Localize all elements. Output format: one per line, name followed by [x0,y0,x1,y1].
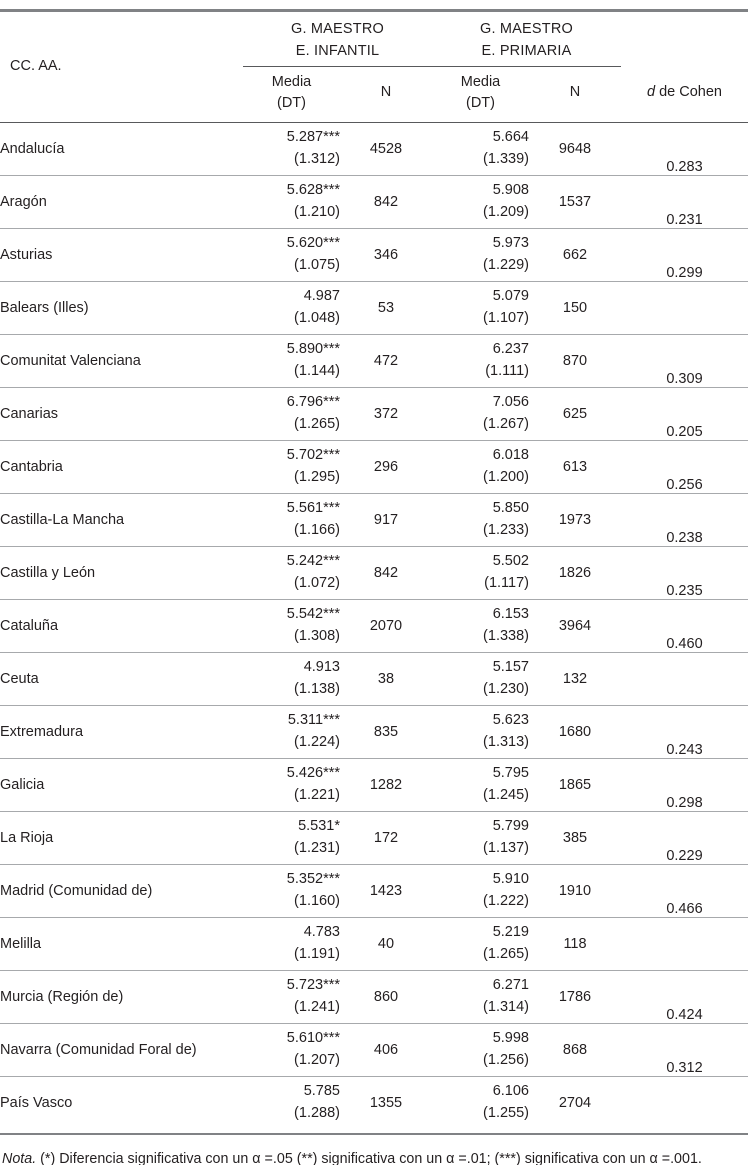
table-row [0,334,748,387]
cell-d-cohen: 0.256 [621,440,748,493]
header-n-infantil: N [380,84,392,101]
cell-media-infantil-mean: 5.542*** [286,605,340,622]
table-row [0,864,748,917]
cell-media-primaria-mean: 6.153 [492,605,529,622]
cell-region: Castilla-La Mancha [0,493,243,546]
cell-media-primaria-mean: 5.799 [492,817,529,834]
cell-n-infantil: 4528 [340,122,432,175]
cell-media-primaria [432,864,529,917]
cell-media-infantil-sd: (1.288) [294,1105,340,1122]
cell-n-infantil: 1355 [369,1094,403,1111]
cell-media-primaria [432,175,529,228]
cell-media-infantil [243,493,340,546]
cell-n-primaria: 132 [529,652,621,705]
cell-media-infantil-mean: 4.987 [303,287,340,304]
cell-media-primaria-mean: 5.795 [492,764,529,781]
cell-media-primaria-sd: (1.313) [483,734,529,751]
header-group-primaria-line1: G. MAESTRO [479,21,574,37]
table-row [0,1076,748,1129]
cell-n-infantil: 860 [340,970,432,1023]
cell-n-infantil: 372 [340,387,432,440]
header-media-infantil [243,67,340,120]
cell-n-primaria: 150 [529,281,621,334]
cell-n-infantil: 472 [340,334,432,387]
cell-media-primaria-sd: (1.111) [485,363,529,380]
cell-region: Andalucía [0,122,243,175]
cell-media-infantil-mean: 5.610*** [286,1029,340,1046]
cell-media-primaria [432,599,529,652]
cell-n-infantil: 38 [340,652,432,705]
table-foot [0,1129,748,1134]
cell-media-primaria [432,281,529,334]
cell-media-infantil-sd: (1.138) [294,681,340,698]
cell-media-infantil-mean: 5.890*** [286,340,340,357]
cell-media-primaria-sd: (1.256) [483,1052,529,1069]
cell-media-infantil-sd: (1.241) [294,999,340,1016]
cell-media-infantil-sd: (1.265) [294,416,340,433]
cell-media-infantil [243,1023,340,1076]
cell-n-primaria: 9648 [529,122,621,175]
cell-n-primaria: 2704 [558,1094,592,1111]
cell-media-infantil [243,228,340,281]
header-d-cohen-symbol: d [647,84,656,101]
cell-region: País Vasco [0,1094,73,1111]
cell-media-infantil-sd: (1.210) [294,204,340,221]
cell-d-cohen: 0.243 [621,705,748,758]
cell-region: Ceuta [0,652,243,705]
cell-d-cohen: 0.312 [621,1023,748,1076]
header-media-primaria-a: Media [460,73,501,90]
table-row [0,546,748,599]
header-region-label: CC. AA. [10,57,62,74]
cell-d-cohen: 0.238 [621,493,748,546]
cell-media-infantil [243,1076,340,1129]
cell-media-infantil-sd: (1.221) [294,787,340,804]
cell-d-cohen: 0.466 [621,864,748,917]
cell-media-infantil-mean: 5.242*** [286,552,340,569]
cell-media-infantil [243,387,340,440]
cell-media-primaria [432,811,529,864]
header-media-infantil-a: Media [271,73,312,90]
cell-n-infantil: 406 [340,1023,432,1076]
cell-media-infantil-sd: (1.191) [294,946,340,963]
cell-media-infantil [243,811,340,864]
cell-media-infantil-sd: (1.048) [294,310,340,327]
cell-media-infantil [243,546,340,599]
cell-media-infantil-mean: 5.723*** [286,976,340,993]
cell-d-cohen: 0.424 [621,970,748,1023]
header-group-infantil-line2: E. INFANTIL [243,40,432,66]
cell-media-primaria-sd: (1.267) [483,416,529,433]
cell-media-infantil-sd: (1.295) [294,469,340,486]
cell-n-infantil: 1423 [340,864,432,917]
cell-region: Galicia [0,758,243,811]
cell-media-primaria-mean: 5.664 [492,128,529,145]
cell-media-primaria [432,440,529,493]
cell-n-infantil: 835 [340,705,432,758]
cell-media-primaria-mean: 5.502 [492,552,529,569]
header-group-infantil-line1: G. MAESTRO [290,21,385,37]
header-media-primaria [432,67,529,120]
cell-n-primaria: 868 [529,1023,621,1076]
cell-media-primaria-sd: (1.314) [483,999,529,1016]
cell-media-primaria-mean: 5.850 [492,499,529,516]
table-row [0,652,748,705]
cell-media-primaria [432,334,529,387]
cell-media-infantil-mean: 5.426*** [286,764,340,781]
cell-d-cohen: 0.235 [621,546,748,599]
cell-media-primaria [432,1023,529,1076]
cell-media-primaria-sd: (1.338) [483,628,529,645]
cell-media-infantil-sd: (1.308) [294,628,340,645]
table-row [0,122,748,175]
cell-d-cohen: 0.309 [621,334,748,387]
cell-media-primaria [432,652,529,705]
cell-n-infantil: 53 [340,281,432,334]
cell-media-primaria [432,546,529,599]
cell-region: Aragón [0,175,243,228]
table-row [0,970,748,1023]
cell-media-primaria-mean: 5.079 [492,287,529,304]
cell-n-infantil: 842 [340,175,432,228]
cell-d-cohen [621,917,748,970]
cell-media-infantil-mean: 5.352*** [286,870,340,887]
table-header [0,0,748,122]
cell-n-primaria: 1680 [529,705,621,758]
cell-media-infantil-mean: 5.311*** [287,711,340,728]
cell-media-primaria-mean: 5.219 [492,923,529,940]
cell-region: Castilla y León [0,546,243,599]
cell-media-infantil-mean: 5.287*** [286,128,340,145]
header-d-cohen-rest: de Cohen [655,84,722,101]
cell-media-infantil [243,864,340,917]
cell-media-infantil [243,281,340,334]
cell-media-infantil-mean: 4.783 [303,923,340,940]
cell-media-infantil [243,652,340,705]
cell-media-primaria [432,387,529,440]
cell-n-primaria: 118 [529,917,621,970]
cell-media-primaria-sd: (1.222) [483,893,529,910]
cell-media-infantil-sd: (1.075) [294,257,340,274]
cell-region: Canarias [0,387,243,440]
cell-n-infantil: 346 [340,228,432,281]
cell-media-infantil [243,334,340,387]
cell-n-infantil: 917 [340,493,432,546]
cell-media-infantil-sd: (1.166) [294,522,340,539]
cell-n-infantil: 172 [340,811,432,864]
cell-region: Balears (Illes) [0,281,243,334]
header-media-infantil-b: (DT) [277,94,306,111]
cell-d-cohen [621,281,748,334]
cell-d-cohen: 0.298 [621,758,748,811]
cell-media-primaria-mean: 6.237 [492,340,529,357]
cell-media-infantil-mean: 5.561*** [286,499,340,516]
cell-media-infantil-mean: 5.702*** [286,446,340,463]
cell-n-primaria: 1826 [529,546,621,599]
table-row [0,917,748,970]
table-row [0,175,748,228]
cell-media-infantil-mean: 5.628*** [286,181,340,198]
cell-n-infantil: 2070 [340,599,432,652]
cell-media-infantil-sd: (1.231) [294,840,340,857]
cell-d-cohen: 0.460 [621,599,748,652]
cell-media-primaria-sd: (1.245) [483,787,529,804]
cell-n-primaria: 1537 [529,175,621,228]
table-row [0,599,748,652]
cell-media-primaria-mean: 5.973 [492,234,529,251]
cell-d-cohen: 0.231 [621,175,748,228]
cell-media-infantil [243,705,340,758]
cell-region: Cantabria [0,440,243,493]
table-row [0,811,748,864]
table-row [0,1023,748,1076]
cell-media-primaria [432,758,529,811]
cell-media-primaria [432,122,529,175]
cell-n-primaria: 625 [529,387,621,440]
top-rule [0,0,748,11]
table-note [2,1148,744,1165]
cell-media-infantil-mean: 5.531* [298,817,340,834]
cell-region: Madrid (Comunidad de) [0,864,243,917]
cell-media-infantil-sd: (1.207) [294,1052,340,1069]
cell-media-infantil-mean: 4.913 [303,658,340,675]
cell-n-primaria: 870 [529,334,621,387]
cell-region: Extremadura [0,705,243,758]
cell-media-infantil-sd: (1.144) [294,363,340,380]
cell-n-infantil: 842 [340,546,432,599]
cell-d-cohen: 0.283 [621,122,748,175]
cell-media-primaria [432,917,529,970]
cell-media-primaria-mean: 6.018 [492,446,529,463]
cell-media-primaria [432,228,529,281]
cell-media-primaria [432,705,529,758]
cell-media-primaria-mean: 5.910 [492,870,529,887]
cell-media-infantil [243,175,340,228]
cell-region: Comunitat Valenciana [0,334,243,387]
cell-media-infantil-sd: (1.072) [294,575,340,592]
cell-n-infantil: 1282 [340,758,432,811]
cell-media-infantil [243,970,340,1023]
cell-media-primaria-mean: 5.157 [492,658,529,675]
header-n-primaria: N [569,84,581,101]
cell-media-infantil [243,917,340,970]
cell-media-primaria [432,1076,529,1129]
cell-region: Cataluña [0,599,243,652]
cell-media-primaria-sd: (1.200) [483,469,529,486]
cell-n-infantil: 40 [340,917,432,970]
bottom-rule [0,1129,748,1134]
cell-d-cohen: 0.299 [621,228,748,281]
cell-media-primaria-mean: 6.106 [492,1082,529,1099]
cell-n-primaria: 1973 [529,493,621,546]
table-row [0,281,748,334]
cell-n-infantil: 296 [340,440,432,493]
cell-media-primaria-sd: (1.209) [483,204,529,221]
cell-media-primaria-sd: (1.137) [483,840,529,857]
cell-media-primaria-mean: 5.623 [492,711,529,728]
cell-n-primaria: 1910 [529,864,621,917]
cell-region: La Rioja [0,811,243,864]
cell-media-primaria-sd: (1.255) [483,1105,529,1122]
cell-media-primaria-mean: 5.908 [492,181,529,198]
cell-n-primaria: 613 [529,440,621,493]
table-row [0,758,748,811]
cell-media-infantil [243,758,340,811]
cell-n-primaria: 662 [529,228,621,281]
header-d-cohen [621,67,748,120]
cell-media-primaria-sd: (1.339) [483,151,529,168]
cell-n-primaria: 1786 [529,970,621,1023]
table-row [0,705,748,758]
cell-media-primaria [432,493,529,546]
cell-region: Navarra (Comunidad Foral de) [0,1023,243,1076]
cell-media-infantil-mean: 5.620*** [286,234,340,251]
cell-media-infantil-sd: (1.312) [294,151,340,168]
header-group-infantil [243,11,432,67]
cell-media-primaria-mean: 6.271 [492,976,529,993]
cell-media-infantil-mean: 5.785 [303,1082,340,1099]
cell-media-primaria-mean: 5.998 [492,1029,529,1046]
cell-region: Asturias [0,228,243,281]
cell-media-primaria-sd: (1.107) [483,310,529,327]
cell-media-infantil-mean: 6.796*** [286,393,340,410]
cell-media-primaria-mean: 7.056 [492,393,529,410]
cell-media-infantil-sd: (1.224) [294,734,340,751]
cell-d-cohen [621,1076,748,1129]
header-media-primaria-b: (DT) [466,94,495,111]
cell-media-primaria-sd: (1.117) [484,575,529,592]
table-row [0,387,748,440]
cell-region: Melilla [0,917,243,970]
header-group-spacer [621,11,748,67]
cell-d-cohen: 0.229 [621,811,748,864]
cell-media-primaria-sd: (1.229) [483,257,529,274]
cell-n-primaria: 385 [529,811,621,864]
cell-region: Murcia (Región de) [0,970,243,1023]
table-note-text: (*) Diferencia significativa con un α =.05 (**) significativa con un α =.01; (***) significativa con un α =.001. [36,1150,702,1165]
cell-media-infantil-sd: (1.160) [294,893,340,910]
cell-media-primaria-sd: (1.265) [483,946,529,963]
cell-n-primaria: 1865 [529,758,621,811]
header-group-row [0,11,748,67]
cell-d-cohen: 0.205 [621,387,748,440]
table-body [0,122,748,1129]
cell-media-infantil [243,599,340,652]
cell-media-infantil [243,122,340,175]
header-group-primaria [432,11,621,67]
cell-d-cohen [621,652,748,705]
cell-n-primaria: 3964 [529,599,621,652]
cell-media-primaria-sd: (1.233) [483,522,529,539]
header-group-primaria-line2: E. PRIMARIA [432,40,621,66]
table-row [0,228,748,281]
table-note-label: Nota. [2,1150,37,1165]
cell-media-primaria [432,970,529,1023]
cell-media-infantil [243,440,340,493]
table-row [0,493,748,546]
cell-media-primaria-sd: (1.230) [483,681,529,698]
table-row [0,440,748,493]
